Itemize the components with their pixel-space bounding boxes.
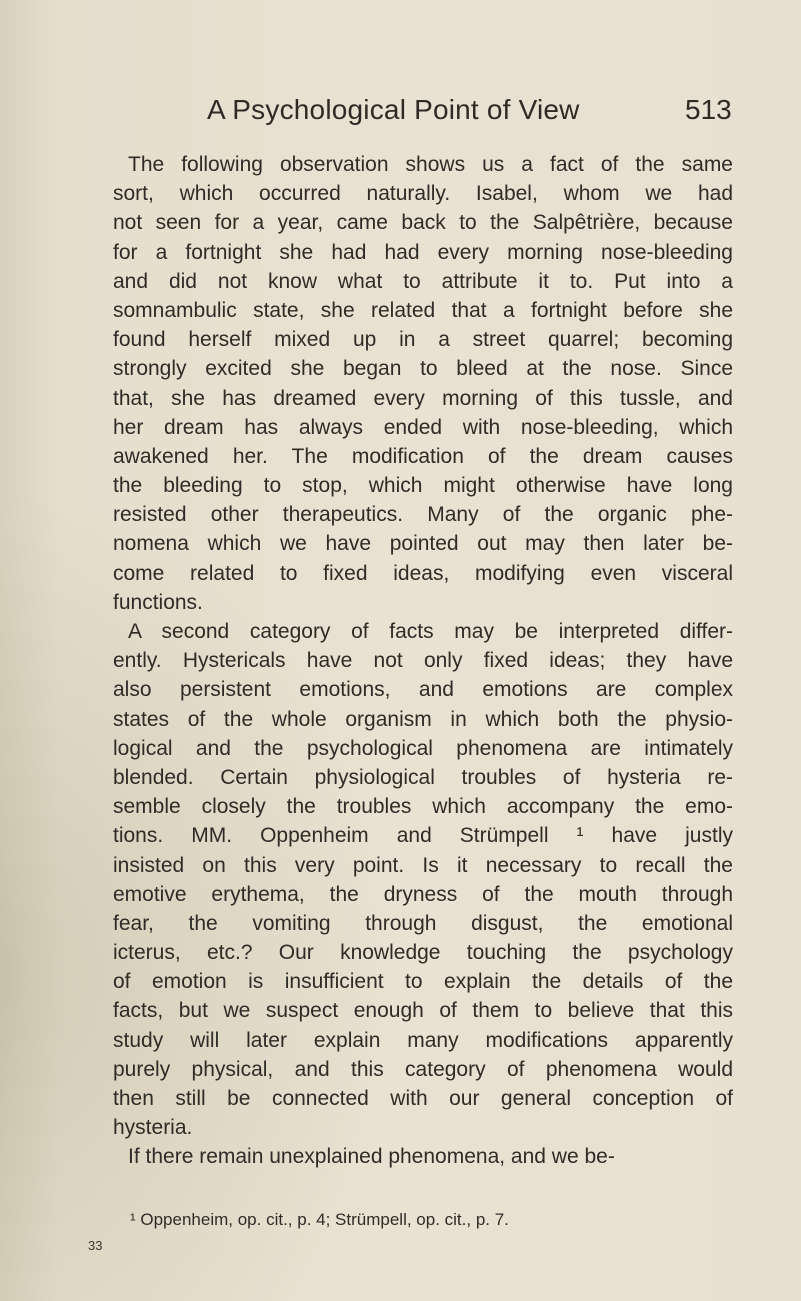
text-line: the bleeding to stop, which might otherwise have long — [113, 474, 733, 498]
text-line: nomena which we have pointed out may then later be- — [113, 532, 733, 556]
text-line: resisted other therapeutics. Many of the organic phe- — [113, 503, 733, 527]
text-line: logical and the psychological phenomena are intimately — [113, 736, 733, 760]
text-line: A second category of facts may be interpreted differ- — [128, 620, 733, 643]
text-line: awakened her. The modification of the dream causes — [113, 444, 733, 468]
text-line: functions. — [113, 590, 203, 614]
text-line: strongly excited she began to bleed at the nose. Since — [113, 357, 733, 381]
text-line: semble closely the troubles which accompany the emo- — [113, 795, 733, 819]
text-line: not seen for a year, came back to the Salpêtrière, because — [113, 211, 733, 235]
text-line: then still be connected with our general conception of — [113, 1087, 733, 1110]
text-line: hysteria. — [113, 1116, 193, 1140]
text-line: fear, the vomiting through disgust, the emotional — [113, 911, 733, 935]
running-head — [0, 94, 801, 134]
text-line: also persistent emotions, and emotions are complex — [113, 678, 733, 702]
text-line: that, she has dreamed every morning of this tussle, and — [113, 386, 733, 410]
text-line: ently. Hystericals have not only fixed ideas; they have — [113, 649, 733, 673]
text-line: If there remain unexplained phenomena, and we be- — [128, 1145, 615, 1169]
text-line: and did not know what to attribute it to. Put into a — [113, 269, 733, 293]
text-line: icterus, etc.? Our knowledge touching the psychology — [113, 941, 733, 965]
page-number: 513 — [685, 94, 732, 125]
text-line: purely physical, and this category of phenomena would — [113, 1057, 733, 1081]
text-line: somnambulic state, she related that a fortnight before she — [113, 298, 733, 322]
text-line: study will later explain many modifications apparently — [113, 1028, 733, 1052]
text-line: insisted on this very point. Is it necessary to recall the — [113, 853, 733, 877]
text-line: for a fortnight she had had every morning nose-bleeding — [113, 240, 733, 264]
text-line: blended. Certain physiological troubles of hysteria re- — [113, 765, 733, 789]
text-line: her dream has always ended with nose-bleeding, which — [113, 415, 733, 439]
footnote: ¹ Oppenheim, op. cit., p. 4; Strümpell, op. cit., p. 7. — [130, 1210, 509, 1229]
running-title: A Psychological Point of View — [207, 94, 580, 125]
text-line: The following observation shows us a fact of the same — [128, 153, 733, 176]
text-line: tions. MM. Oppenheim and Strümpell ¹ have justly — [113, 824, 733, 848]
text-line: states of the whole organism in which both the physio- — [113, 707, 733, 731]
signature-mark: 33 — [88, 1238, 103, 1253]
text-line: of emotion is insufficient to explain the details of the — [113, 970, 733, 994]
text-line: sort, which occurred naturally. Isabel, whom we had — [113, 182, 733, 206]
text-line: come related to fixed ideas, modifying even visceral — [113, 561, 733, 585]
text-line: found herself mixed up in a street quarrel; becoming — [113, 328, 733, 352]
body-text — [113, 150, 733, 1172]
text-line: facts, but we suspect enough of them to believe that this — [113, 999, 733, 1023]
text-line: emotive erythema, the dryness of the mouth through — [113, 882, 733, 906]
